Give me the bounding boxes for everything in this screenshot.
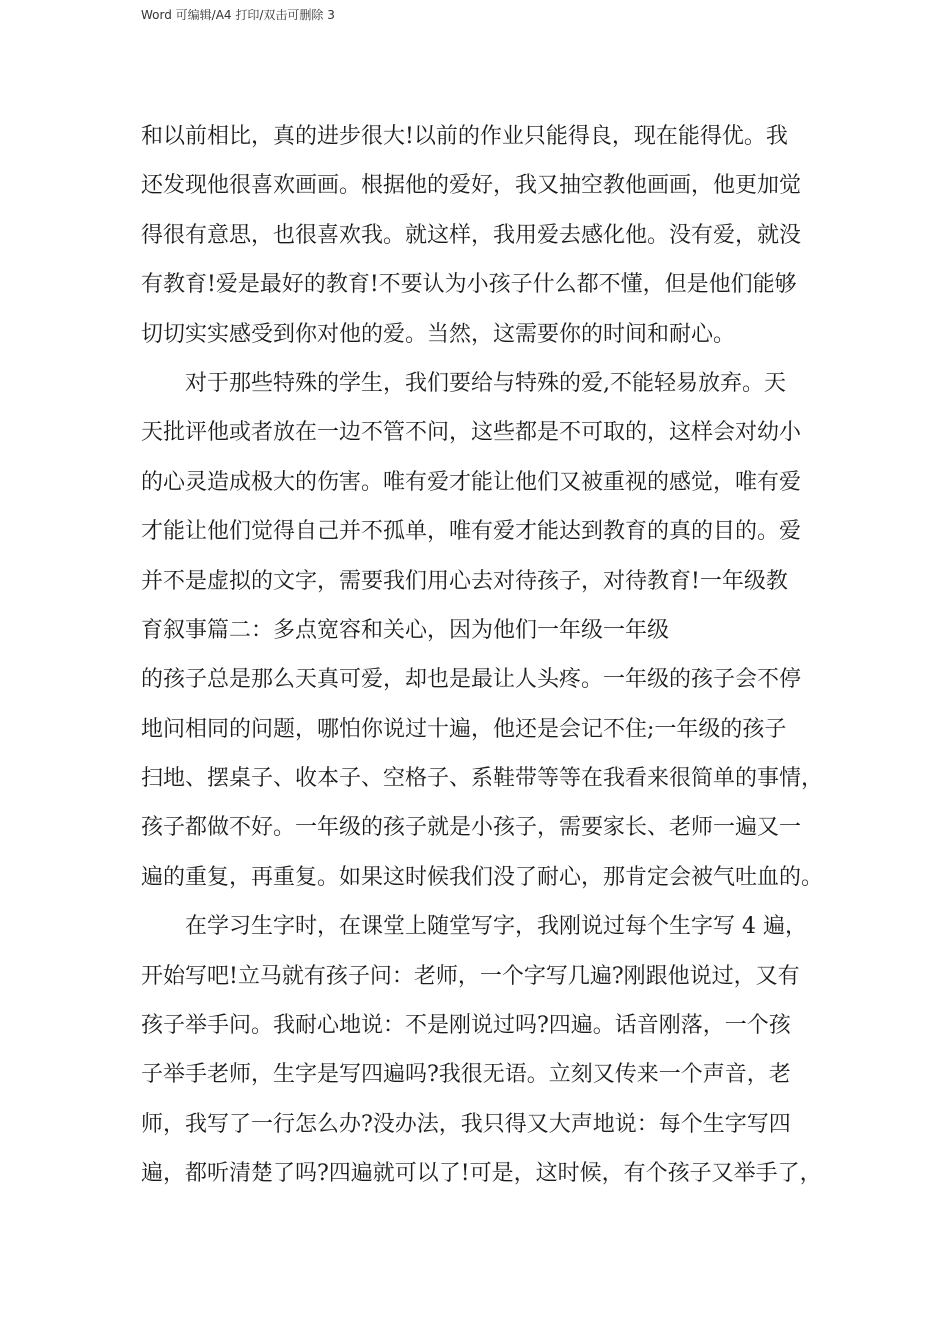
text-line: 对于那些特殊的学生，我们要给与特殊的爱,不能轻易放弃。天	[185, 370, 786, 396]
text-line: 天批评他或者放在一边不管不问，这些都是不可取的，这样会对幼小	[141, 420, 802, 446]
text-line: 在学习生字时，在课堂上随堂写字，我刚说过每个生字写 4 遍，	[185, 914, 807, 940]
text-line: 还发现他很喜欢画画。根据他的爱好，我又抽空教他画画，他更加觉	[141, 173, 802, 199]
document-body	[141, 112, 831, 1199]
text-line: 师，我写了一行怎么办?没办法，我只得又大声地说：每个生字写四	[141, 1111, 791, 1137]
text-line: 才能让他们觉得自己并不孤单，唯有爱才能达到教育的真的目的。爱	[141, 519, 802, 545]
text-line: 得很有意思，也很喜欢我。就这样，我用爱去感化他。没有爱，就没	[141, 222, 802, 248]
text-line: 地问相同的问题，哪怕你说过十遍，他还是会记不住;一年级的孩子	[141, 716, 787, 742]
text-line: 孩子都做不好。一年级的孩子就是小孩子，需要家长、老师一遍又一	[141, 815, 802, 841]
text-line: 和以前相比，真的进步很大!以前的作业只能得良，现在能得优。我	[141, 124, 788, 149]
text-line: 孩子举手问。我耐心地说：不是刚说过吗?四遍。话音刚落，一个孩	[141, 1013, 791, 1039]
text-line: 子举手老师，生字是写四遍吗?我很无语。立刻又传来一个声音，老	[141, 1062, 791, 1088]
text-line: 开始写吧!立马就有孩子问：老师，一个字写几遍?刚跟他说过，又有	[141, 963, 800, 989]
text-line: 扫地、摆桌子、收本子、空格子、系鞋带等等在我看来很简单的事情，	[141, 766, 824, 792]
text-line: 切切实实感受到你对他的爱。当然，这需要你的时间和耐心。	[141, 321, 736, 347]
text-line: 育叙事篇二：多点宽容和关心，因为他们一年级一年级	[141, 617, 670, 643]
text-line: 并不是虚拟的文字，需要我们用心去对待孩子，对待教育!一年级教	[141, 568, 788, 594]
text-line: 遍，都听清楚了吗?四遍就可以了!可是，这时候，有个孩子又举手了，	[141, 1161, 822, 1187]
text-line: 有教育!爱是最好的教育!不要认为小孩子什么都不懂，但是他们能够	[141, 272, 797, 298]
header-note: Word 可编辑/A4 打印/双击可删除 3	[141, 8, 335, 22]
text-line: 的孩子总是那么天真可爱，却也是最让人头疼。一年级的孩子会不停	[141, 667, 802, 693]
text-line: 遍的重复，再重复。如果这时候我们没了耐心，那肯定会被气吐血的。	[141, 864, 824, 890]
text-line: 的心灵造成极大的伤害。唯有爱才能让他们又被重视的感觉，唯有爱	[141, 469, 802, 495]
